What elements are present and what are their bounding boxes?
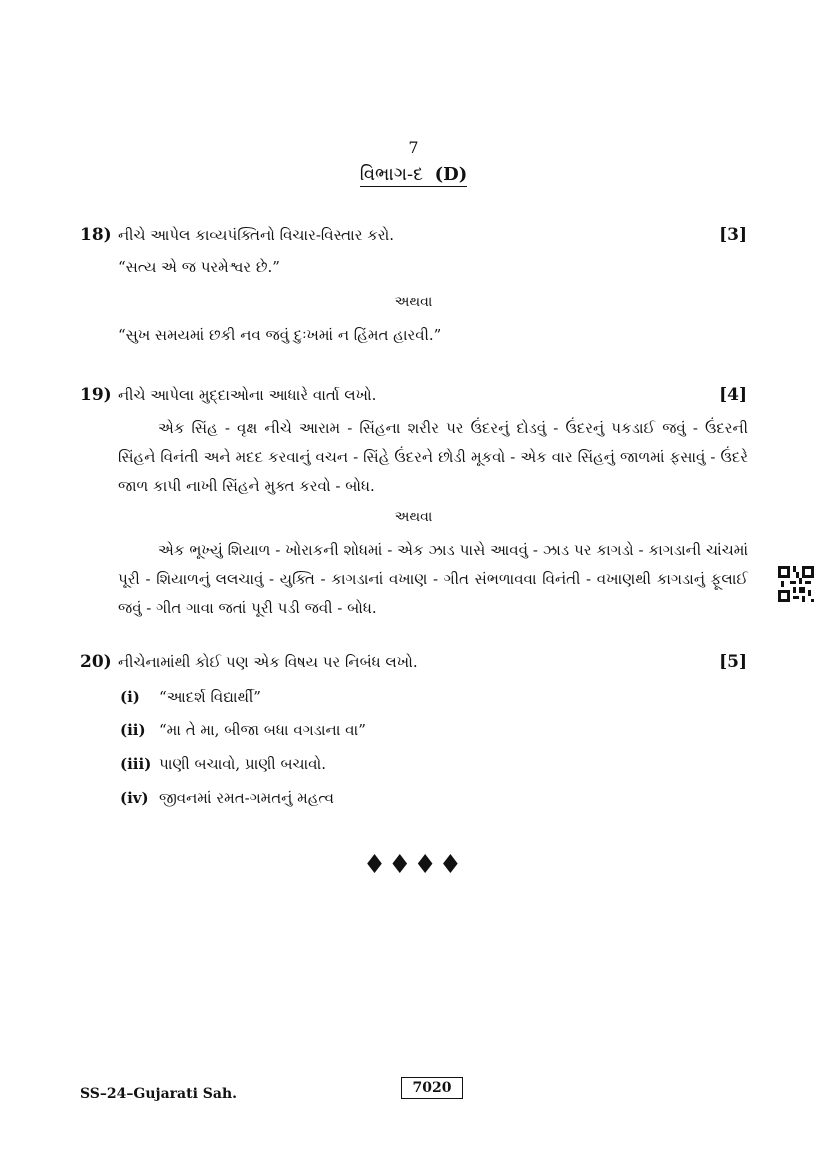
question-18-text: નીચે આપેલ કાવ્યપંક્તિનો વિચાર-વિસ્તાર કરો.: [118, 226, 395, 244]
question-20-text: નીચેનામાંથી કોઈ પણ એક વિષય પર નિબંધ લખો.: [118, 653, 418, 671]
question-20-number: 20): [80, 652, 112, 672]
option-text: “આદર્શ વિદ્યાર્થી”: [159, 688, 261, 706]
option-number: (iii): [120, 755, 152, 773]
question-19-marks: [4]: [719, 385, 747, 405]
question-19-para2: એક ભૂખ્યું શિયાળ - ખોરાકની શોધમાં - એક ઝાડ પાસે આવવું - ઝાડ પર કાગડો - કાગડાની ચાંચમાં પૂરી - શિયાળનું લલચાવું - યુક્તિ - કાગડાનાં વખાણ - ગીત સંભળાવવા વિનંતી - વખાણથી કાગડાનું ફૂલાઈ જવું - ગીત ગાવા જતાં પૂરી પડી જવી - બોધ.: [118, 541, 748, 617]
question-19-number: 19): [80, 385, 112, 405]
question-18-line2: “સુખ સમયમાં છકી નવ જવું દુઃખમાં ન હિંમત હારવી.”: [118, 326, 442, 344]
option-text: પાણી બચાવો, પ્રાણી બચાવો.: [159, 755, 327, 773]
question-18-marks: [3]: [719, 225, 747, 245]
section-heading: [0, 164, 827, 185]
question-20-marks: [5]: [719, 652, 747, 672]
section-title-gu: વિભાગ-દ: [359, 164, 424, 185]
question-19-para1: એક સિંહ - વૃક્ષ નીચે આરામ - સિંહના શરીર પર ઉંદરનું દોડવું - ઉંદરનું પકડાઈ જવું - ઉંદરની સિંહને વિનંતી અને મદદ કરવાનું વચન - સિંહે ઉંદરને છોડી મૂકવો - એક વાર સિંહનું જાળમાં ફસાવું - ઉંદરે જાળ કાપી નાખી સિંહને મુક્ત કરવો - બોધ.: [118, 419, 748, 495]
footer-paper-code: SS–24–Gujarati Sah.: [80, 1086, 238, 1102]
option-text: જીવનમાં રમત-ગમતનું મહત્વ: [159, 789, 335, 807]
option-number: (iv): [120, 789, 149, 807]
page-number: 7: [408, 138, 419, 157]
option-text: “મા તે મા, બીજા બધા વગડાના વા”: [159, 721, 366, 739]
question-19-text: નીચે આપેલા મુદ્દાઓના આધારે વાર્તા લખો.: [118, 386, 377, 404]
question-18-or: અથવા: [394, 294, 433, 310]
question-18-line1: “સત્ય એ જ પરમેશ્વર છે.”: [118, 258, 280, 276]
option-number: (i): [120, 688, 140, 706]
question-19-or: અથવા: [394, 509, 433, 525]
question-18-number: 18): [80, 225, 112, 245]
footer-page-code: 7020: [401, 1077, 463, 1099]
section-title-en: (D): [434, 164, 468, 185]
qr-code-icon: [778, 566, 814, 602]
end-mark-drop-icons: ♦♦♦♦: [362, 850, 465, 880]
option-number: (ii): [120, 721, 146, 739]
